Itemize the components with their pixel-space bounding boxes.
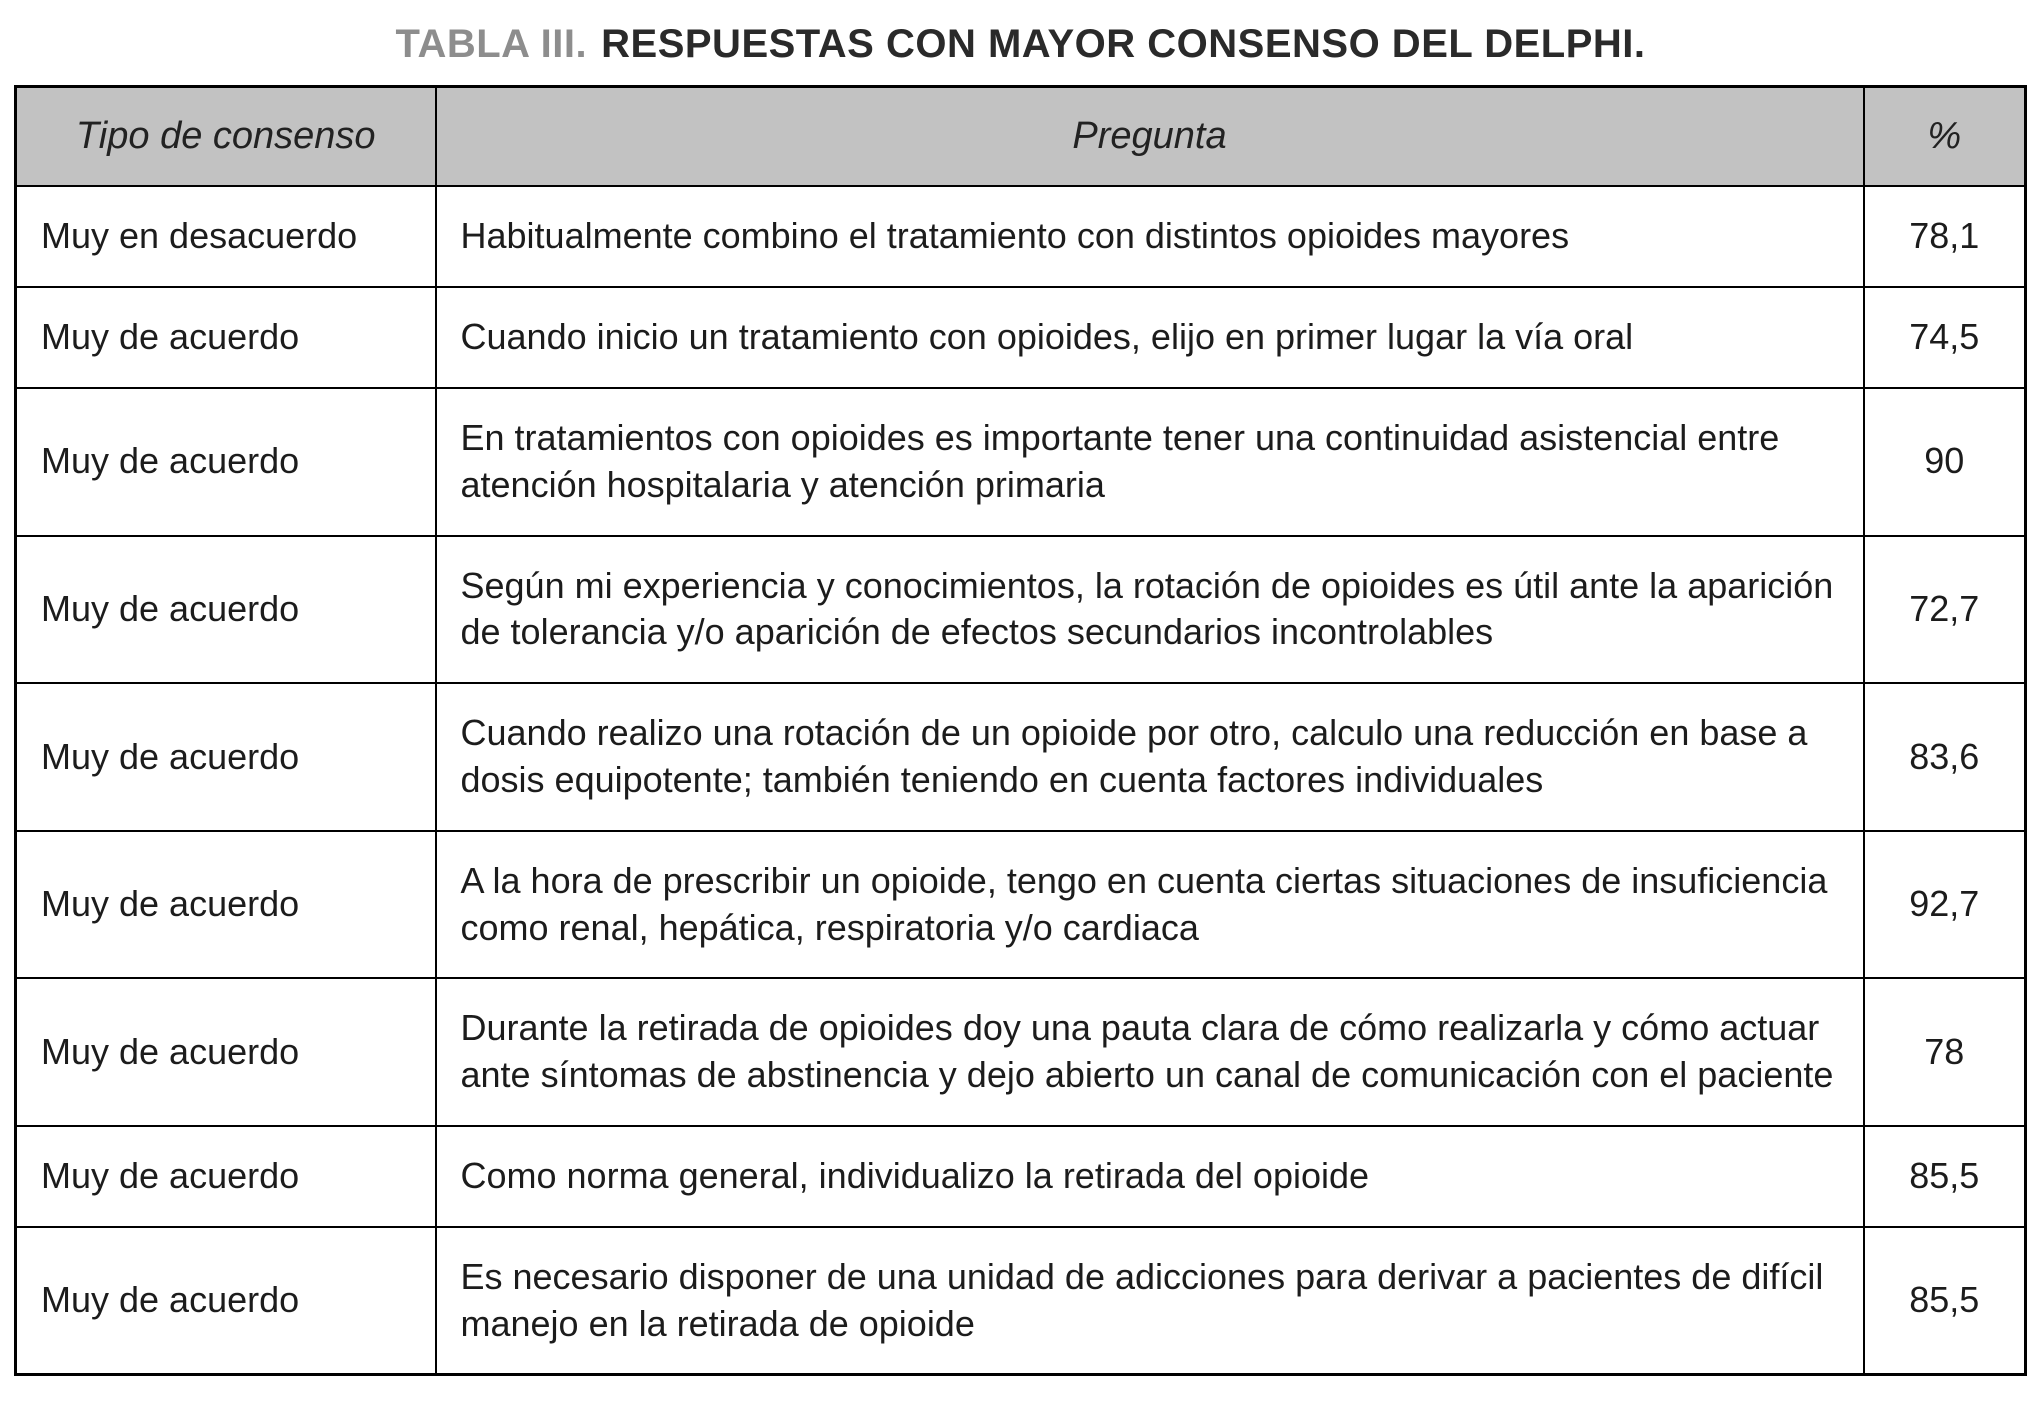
table-label: TABLA III.	[395, 22, 588, 66]
col-header-pct: %	[1864, 87, 2026, 187]
table-row	[16, 388, 2026, 536]
cell-consenso: Muy de acuerdo	[16, 388, 436, 536]
table-row	[16, 1126, 2026, 1227]
cell-pct: 78	[1864, 978, 2026, 1126]
table-row	[16, 1227, 2026, 1375]
table-title	[14, 22, 2027, 67]
table-row	[16, 287, 2026, 388]
cell-consenso: Muy de acuerdo	[16, 683, 436, 831]
cell-pct: 85,5	[1864, 1126, 2026, 1227]
consensus-table	[14, 85, 2027, 1376]
header-row	[16, 87, 2026, 187]
table-row	[16, 683, 2026, 831]
table-caption: RESPUESTAS CON MAYOR CONSENSO DEL DELPHI.	[601, 22, 1646, 66]
cell-consenso: Muy de acuerdo	[16, 536, 436, 684]
cell-pregunta: Como norma general, individualizo la retirada del opioide	[436, 1126, 1864, 1227]
cell-pregunta: A la hora de prescribir un opioide, tengo en cuenta ciertas situaciones de insuficiencia como renal, hepática, respiratoria y/o cardiaca	[436, 831, 1864, 979]
cell-pregunta: Habitualmente combino el tratamiento con distintos opioides mayores	[436, 186, 1864, 287]
cell-pregunta: Es necesario disponer de una unidad de adicciones para derivar a pacientes de difícil manejo en la retirada de opioide	[436, 1227, 1864, 1375]
cell-pct: 72,7	[1864, 536, 2026, 684]
cell-consenso: Muy de acuerdo	[16, 1126, 436, 1227]
col-header-pregunta: Pregunta	[436, 87, 1864, 187]
cell-consenso: Muy de acuerdo	[16, 978, 436, 1126]
cell-pct: 83,6	[1864, 683, 2026, 831]
cell-pregunta: Durante la retirada de opioides doy una pauta clara de cómo realizarla y cómo actuar ante síntomas de abstinencia y dejo abierto un canal de comunicación con el paciente	[436, 978, 1864, 1126]
table-row	[16, 536, 2026, 684]
table-row	[16, 978, 2026, 1126]
cell-consenso: Muy de acuerdo	[16, 831, 436, 979]
cell-pregunta: Cuando realizo una rotación de un opioide por otro, calculo una reducción en base a dosis equipotente; también teniendo en cuenta factores individuales	[436, 683, 1864, 831]
cell-consenso: Muy en desacuerdo	[16, 186, 436, 287]
cell-consenso: Muy de acuerdo	[16, 1227, 436, 1375]
table-row	[16, 186, 2026, 287]
cell-pct: 90	[1864, 388, 2026, 536]
cell-pct: 78,1	[1864, 186, 2026, 287]
table-header	[16, 87, 2026, 187]
cell-pregunta: Cuando inicio un tratamiento con opioides, elijo en primer lugar la vía oral	[436, 287, 1864, 388]
table-row	[16, 831, 2026, 979]
cell-pregunta: Según mi experiencia y conocimientos, la rotación de opioides es útil ante la aparición de tolerancia y/o aparición de efectos secundarios incontrolables	[436, 536, 1864, 684]
col-header-tipo-de-consenso: Tipo de consenso	[16, 87, 436, 187]
cell-pct: 74,5	[1864, 287, 2026, 388]
cell-pct: 85,5	[1864, 1227, 2026, 1375]
cell-consenso: Muy de acuerdo	[16, 287, 436, 388]
table-body	[16, 186, 2026, 1374]
cell-pct: 92,7	[1864, 831, 2026, 979]
cell-pregunta: En tratamientos con opioides es importante tener una continuidad asistencial entre atención hospitalaria y atención primaria	[436, 388, 1864, 536]
